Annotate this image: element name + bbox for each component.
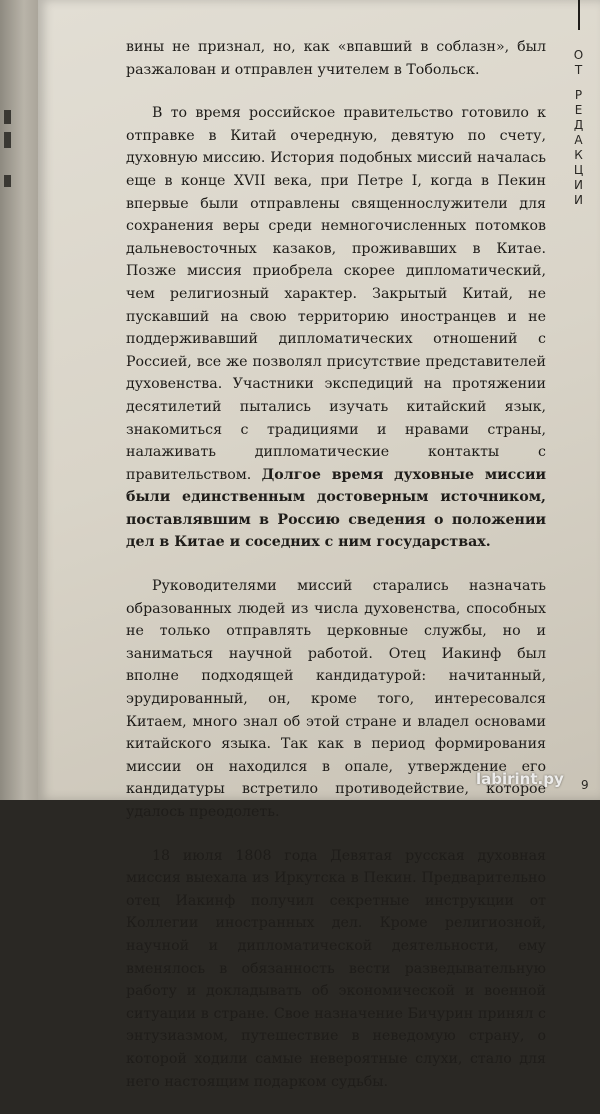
- paragraph-text: вины не признал, но, как «впавший в соблазн», был разжалован и отправлен учителем в Тобольск.: [126, 39, 546, 78]
- paragraph: [126, 845, 546, 1094]
- adjacent-page-edge: [0, 0, 40, 800]
- page-number: 9: [581, 778, 589, 792]
- side-label-letter: К: [574, 148, 584, 162]
- paragraph: [126, 102, 546, 554]
- side-label-letter: Е: [574, 103, 584, 117]
- header-rule: [578, 0, 580, 30]
- paragraph-bold-text: Долгое время духовные миссии были единственным достоверным источником, поставлявшим в Россию сведения о положении дел в Китае и соседних с ним государствах.: [126, 466, 546, 551]
- side-label-letter: Т: [574, 63, 584, 77]
- watermark-logo: labirint.ру: [476, 770, 564, 788]
- book-page: [38, 0, 600, 1090]
- side-label-letter: О: [573, 48, 585, 62]
- body-text: [126, 36, 546, 1114]
- running-section-label: [570, 48, 588, 208]
- side-label-letter: И: [574, 193, 584, 207]
- side-label-letter: Р: [574, 88, 584, 102]
- side-label-letter: Д: [573, 118, 585, 132]
- paragraph-text: 18 июля 1808 года Девятая русская духовная миссия выехала из Иркутска в Пекин. Предварительно отец Иакинф получил секретные инструкции от Коллегии иностранных дел. Кроме религиозной, научной и дипломатической деятельности, ему вменялось в обязанность вести разведывательную работу и докладывать об экономической и военной ситуации в стране. Свое назначение Бичурин принял с энтузиазмом, путешествие в неведомую страну, о которой ходили самые невероятные слухи, стало для него настоящим подарком судьбы.: [126, 847, 546, 1090]
- paragraph: [126, 36, 546, 81]
- paragraph-text: В то время российское правительство готовило к отправке в Китай очередную, девятую по счету, духовную миссию. История подобных миссий началась еще в конце XVII века, при Петре I, когда в Пекин впервые были отправлены священнослужители для сохранения веры среди немногочисленных потомков дальневосточных казаков, проживавших в Китае. Позже миссия приобрела скорее дипломатический, чем религиозный характер. Закрытый Китай, не пускавший на свою территорию иностранцев и не поддерживавший дипломатических отношений с Россией, все же позволял присутствие представителей духовенства. Участники экспедиций на протяжении десятилетий пытались изучать китайский язык, знакомиться с традициями и нравами страны, налаживать дипломатические контакты с правительством.: [126, 105, 546, 483]
- paragraph-text: Руководителями миссий старались назначать образованных людей из числа духовенства, способных не только отправлять церковные службы, но и заниматься научной работой. Отец Иакинф был вполне подходящей кандидатурой: начитанный, эрудированный, он, кроме того, интересовался Китаем, много знал об этой стране и владел основами китайского языка. Так как в период формирования миссии он находился в опале, утверждение его кандидатуры встретило противодействие, которое удалось преодолеть.: [126, 578, 546, 820]
- side-label-letter: А: [574, 133, 584, 147]
- side-label-letter: И: [574, 178, 584, 192]
- side-label-letter: Ц: [573, 163, 585, 177]
